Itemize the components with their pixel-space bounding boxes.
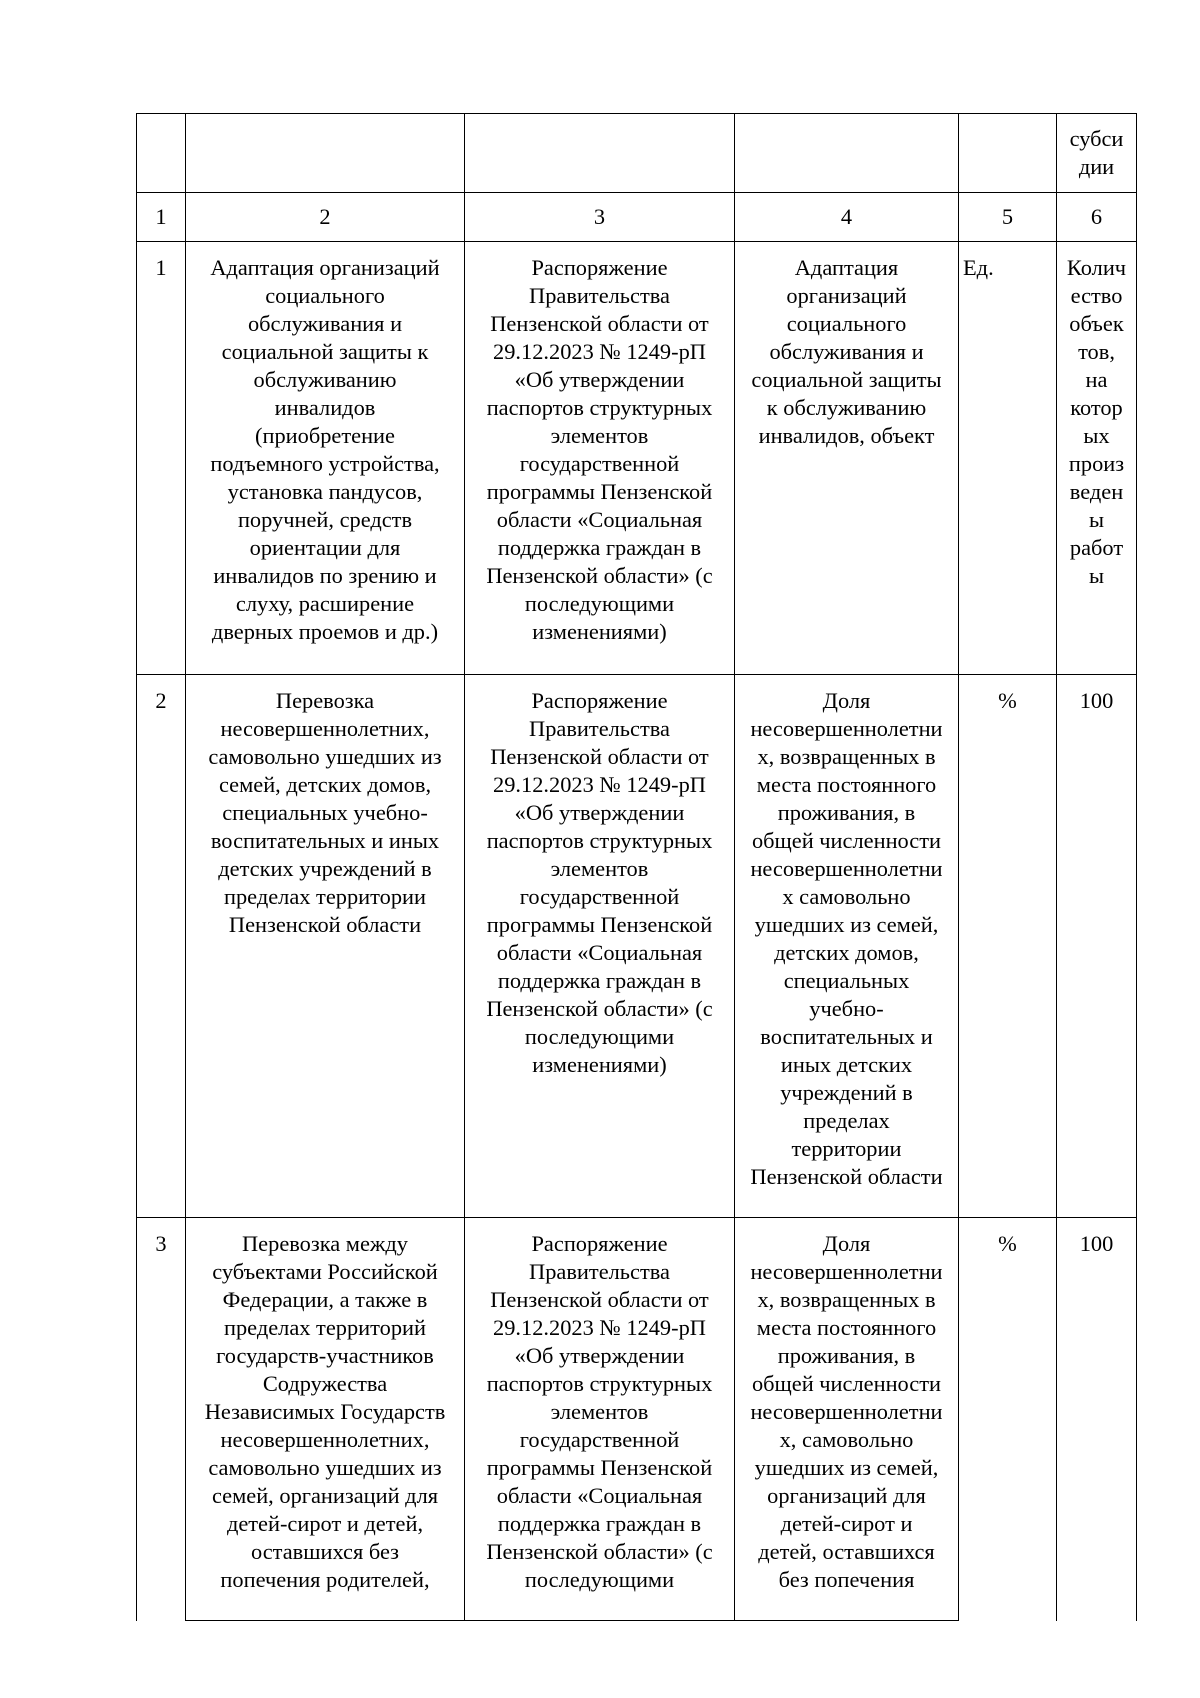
column-number: 5 — [959, 193, 1057, 242]
indicator-cell: Доля несовершеннолетни х, возвращенных в места постоянного проживания, в общей численности несовершеннолетни х, самовольно ушедших из семей, организаций для детей-сирот и детей, оставшихся без попечения — [735, 1218, 959, 1621]
event-name-cell: Перевозка между субъектами Российской Федерации, а также в пределах территорий государств-участников Содружества Независимых Государств несовершеннолетних, самовольно ушедших из семей, организаций для детей-сирот и детей, оставшихся без попечения родителей, — [186, 1218, 465, 1621]
column-number: 6 — [1057, 193, 1137, 242]
legal-document-cell: Распоряжение Правительства Пензенской области от 29.12.2023 № 1249-рП «Об утверждении паспортов структурных элементов государственной программы Пензенской области «Социальная поддержка граждан в Пензенской области» (с последующими изменениями) — [465, 675, 735, 1218]
unit-cell: Ед. — [959, 242, 1057, 675]
header-cell — [137, 114, 186, 193]
indicator-cell: Доля несовершеннолетни х, возвращенных в места постоянного проживания, в общей численности несовершеннолетни х самовольно ушедших из семей, детских домов, специальных учебно- воспитательных и иных детских учреждений в пределах территории Пензенской области — [735, 675, 959, 1218]
header-cell — [959, 114, 1057, 193]
table-row — [137, 1218, 1137, 1621]
header-cell — [186, 114, 465, 193]
legal-document-cell: Распоряжение Правительства Пензенской области от 29.12.2023 № 1249-рП «Об утверждении паспортов структурных элементов государственной программы Пензенской области «Социальная поддержка граждан в Пензенской области» (с последующими изменениями) — [465, 242, 735, 675]
column-number: 1 — [137, 193, 186, 242]
event-name-cell: Перевозка несовершеннолетних, самовольно ушедших из семей, детских домов, специальных учебно- воспитательных и иных детских учреждений в пределах территории Пензенской области — [186, 675, 465, 1218]
value-cell: 100 — [1057, 675, 1137, 1218]
indicator-cell: Адаптация организаций социального обслуживания и социальной защиты к обслуживанию инвалидов, объект — [735, 242, 959, 675]
column-number-row — [137, 193, 1137, 242]
column-number: 2 — [186, 193, 465, 242]
column-number: 3 — [465, 193, 735, 242]
unit-cell: % — [959, 675, 1057, 1218]
unit-cell: % — [959, 1218, 1057, 1621]
value-cell: 100 — [1057, 1218, 1137, 1621]
table-row — [137, 675, 1137, 1218]
legal-document-cell: Распоряжение Правительства Пензенской области от 29.12.2023 № 1249-рП «Об утверждении паспортов структурных элементов государственной программы Пензенской области «Социальная поддержка граждан в Пензенской области» (с последующими — [465, 1218, 735, 1621]
header-cell-subsidy — [1057, 114, 1137, 193]
event-name-cell: Адаптация организаций социального обслуживания и социальной защиты к обслуживанию инвалидов (приобретение подъемного устройства, установка пандусов, поручней, средств ориентации для инвалидов по зрению и слуху, расширение дверных проемов и др.) — [186, 242, 465, 675]
document-table — [136, 113, 1137, 1621]
row-number: 2 — [137, 675, 186, 1218]
header-subsidy-text: субси дии — [1069, 126, 1124, 179]
header-cell — [735, 114, 959, 193]
header-cell — [465, 114, 735, 193]
table-row — [137, 242, 1137, 675]
row-number: 1 — [137, 242, 186, 675]
header-row — [137, 114, 1137, 193]
value-cell: Колич ество объек тов, на котор ых произ веден ы работ ы — [1057, 242, 1137, 675]
column-number: 4 — [735, 193, 959, 242]
row-number: 3 — [137, 1218, 186, 1621]
